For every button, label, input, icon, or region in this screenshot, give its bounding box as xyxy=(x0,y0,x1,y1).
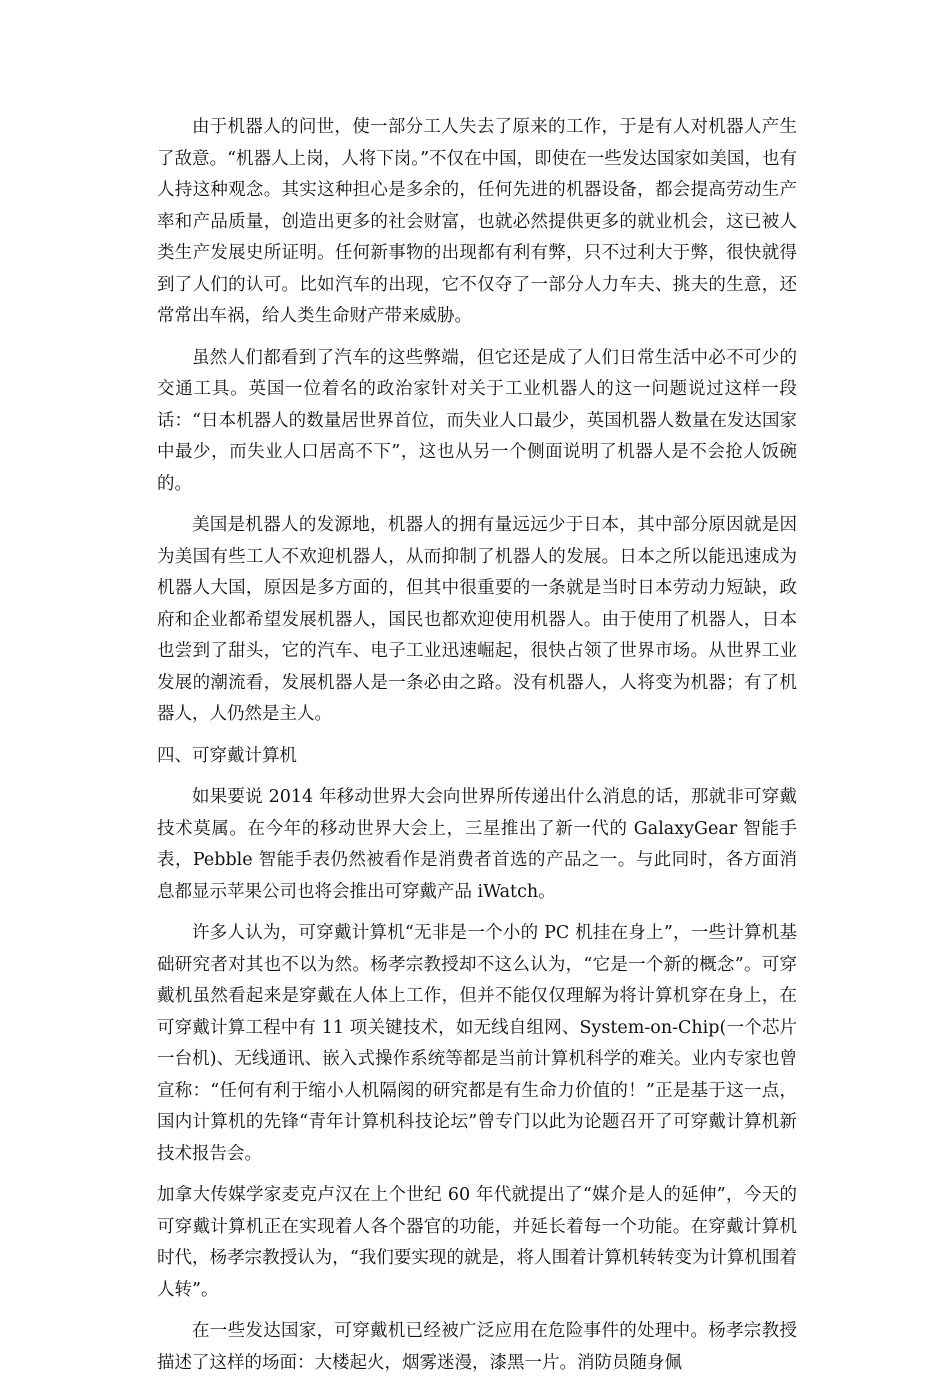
paragraph-wearable-concept: 许多人认为，可穿戴计算机“无非是一个小的 PC 机挂在身上”，一些计算机基础研究者对其也不以为然。杨孝宗教授却不这么认为，“它是一个新的概念”。可穿戴机虽然看起来是穿戴在人体上工作，但并不能仅仅理解为将计算机穿在身上，在可穿戴计算工程中有 11 项关键技术，如无线自组网、System-on-Chip(一个芯片一台机)、无线通讯、嵌入式操作系统等都是当前计算机科学的难关。业内专家也曾宣称：“任何有利于缩小人机隔阂的研究都是有生命力价值的！”正是基于这一点，国内计算机的先锋“青年计算机科技论坛”曾专门以此为论题召开了可穿戴计算机新技术报告会。 xyxy=(157,923,797,1164)
paragraph-mcluhan: 加拿大传媒学家麦克卢汉在上个世纪 60 年代就提出了“媒介是人的延伸”，今天的可穿戴计算机正在实现着人各个器官的功能，并延长着每一个功能。在穿戴计算机时代，杨孝宗教授认为，“我们要实现的就是，将人围着计算机转转变为计算机围着人转”。 xyxy=(157,1185,797,1300)
section-heading-wearable: 四、可穿戴计算机 xyxy=(157,745,297,766)
paragraph-danger-applications: 在一些发达国家，可穿戴机已经被广泛应用在危险事件的处理中。杨孝宗教授描述了这样的场面：大楼起火，烟雾迷漫，漆黑一片。消防员随身佩 xyxy=(157,1321,797,1373)
paragraph-robots-jobs: 由于机器人的问世，使一部分工人失去了原来的工作，于是有人对机器人产生了敌意。“机器人上岗，人将下岗。”不仅在中国，即使在一些发达国家如美国，也有人持这种观念。其实这种担心是多余的，任何先进的机器设备，都会提高劳动生产率和产品质量，创造出更多的社会财富，也就必然提供更多的就业机会，这已被人类生产发展史所证明。任何新事物的出现都有利有弊，只不过利大于弊，很快就得到了人们的认可。比如汽车的出现，它不仅夺了一部分人力车夫、挑夫的生意，还常常出车祸，给人类生命财产带来威胁。 xyxy=(157,117,797,326)
document-page xyxy=(157,112,797,1389)
paragraph-mwc-2014: 如果要说 2014 年移动世界大会向世界所传递出什么消息的话，那就非可穿戴技术莫属。在今年的移动世界大会上，三星推出了新一代的 GalaxyGear 智能手表，Pebble 智能手表仍然被看作是消费者首选的产品之一。与此同时，各方面消息都显示苹果公司也将会推出可穿戴产品 iWatch。 xyxy=(157,787,797,902)
paragraph-cars-analogy: 虽然人们都看到了汽车的这些弊端，但它还是成了人们日常生活中必不可少的交通工具。英国一位着名的政治家针对关于工业机器人的这一问题说过这样一段话：“日本机器人的数量居世界首位，而失业人口最少，英国机器人数量在发达国家中最少，而失业人口居高不下”，这也从另一个侧面说明了机器人是不会抢人饭碗的。 xyxy=(157,347,797,494)
paragraph-us-japan: 美国是机器人的发源地，机器人的拥有量远远少于日本，其中部分原因就是因为美国有些工人不欢迎机器人，从而抑制了机器人的发展。日本之所以能迅速成为机器人大国，原因是多方面的，但其中很重要的一条就是当时日本劳动力短缺，政府和企业都希望发展机器人，国民也都欢迎使用机器人。由于使用了机器人，日本也尝到了甜头，它的汽车、电子工业迅速崛起，很快占领了世界市场。从世界工业发展的潮流看，发展机器人是一条必由之路。没有机器人，人将变为机器；有了机器人，人仍然是主人。 xyxy=(157,515,797,724)
